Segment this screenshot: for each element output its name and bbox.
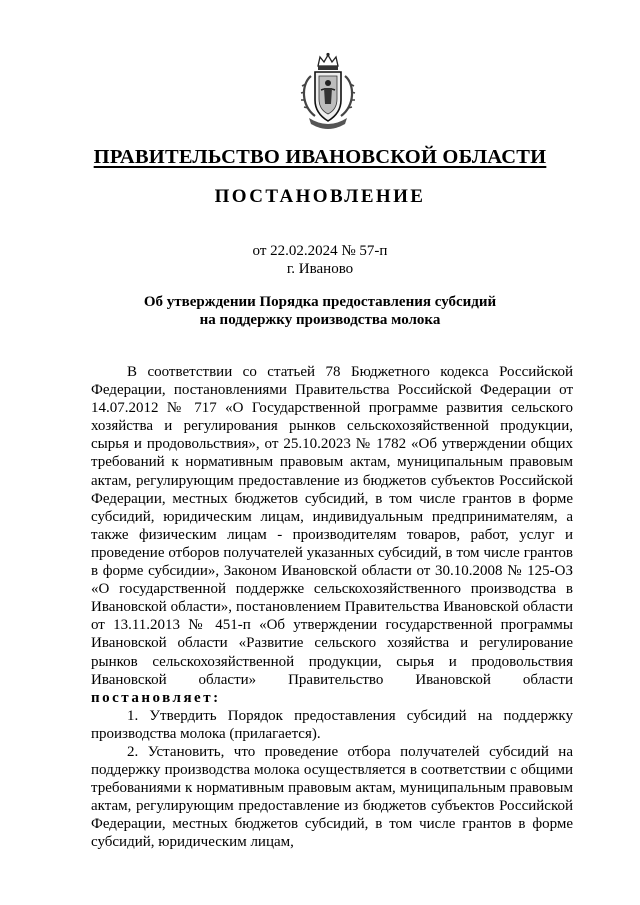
document-body — [91, 363, 573, 852]
document-type-heading: ПОСТАНОВЛЕНИЕ — [214, 186, 426, 207]
document-date-number: от 22.02.2024 № 57-п — [252, 243, 388, 259]
decree-word: постановляет: — [91, 689, 221, 706]
item-1-paragraph: 1. Утвердить Порядок предоставления субсидий на поддержку производства молока (прилагается). — [91, 707, 573, 742]
document-subject-line-1: Об утверждении Порядка предоставления субсидий — [143, 294, 497, 310]
preamble-paragraph — [91, 363, 573, 707]
coat-of-arms-icon — [297, 52, 359, 130]
document-subject-line-2: на поддержку производства молока — [199, 312, 441, 328]
item-2-paragraph: 2. Установить, что проведение отбора получателей субсидий на поддержку производства молока осуществляется в соответствии с общими требованиями к нормативным правовым актам, муниципальным правовым актам, регулирующим предоставление из бюджетов субъектов Российской Федерации, местных бюджетов субсидий, в том числе грантов в форме субсидий, юридическим лицам, — [91, 743, 573, 851]
government-title: ПРАВИТЕЛЬСТВО ИВАНОВСКОЙ ОБЛАСТИ — [93, 146, 547, 168]
document-city: г. Иваново — [286, 261, 354, 277]
preamble-text: В соответствии со статьей 78 Бюджетного кодекса Российской Федерации, постановлениями Правительства Российской Федерации от 14.07.2012 № 717 «О Государственной программе развития сельского хозяйства и регулирования рынков сельскохозяйственной продукции, сырья и продовольствия», от 25.10.2023 № 1782 «Об утверждении общих требований к нормативным правовым актам, муниципальным правовым актам, регулирующим предоставление из бюджетов субъектов Российской Федерации, местных бюджетов субсидий, в том числе грантов в форме субсидий, юридическим лицам, индивидуальным предпринимателям, а также физическим лицам - производителям товаров, работ, услуг и проведение отборов получателей указанных субсидий, в том числе грантов в форме субсидии», Законом Ивановской области от 30.10.2008 № 125-ОЗ «О государственной поддержке сельскохозяйственного производства в Ивановской области», постановлением Правительства Ивановской области от 13.11.2013 № 451-п «Об утверждении государственной программы Ивановской области «Развитие сельского хозяйства и регулирование рынков сельскохозяйственной продукции, сырья и продовольствия Ивановской области» Правительство Ивановской области — [91, 364, 573, 688]
